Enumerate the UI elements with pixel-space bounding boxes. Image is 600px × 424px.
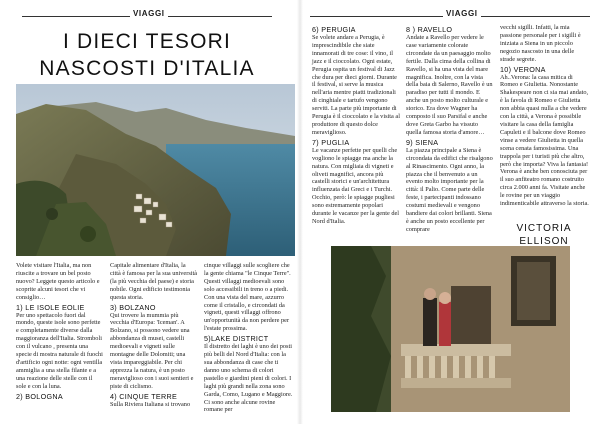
amalfi-coast-photo — [16, 84, 295, 256]
title-line-2: NASCOSTI D'ITALIA — [39, 57, 255, 80]
juliet-balcony-photo — [331, 246, 570, 412]
heading-perugia: 6) PERUGIA — [312, 25, 356, 34]
amalfi-coast-illustration — [16, 84, 295, 256]
intro-paragraph: Volete visitare l'Italia, ma non riuscite a trovare un bel posto nuovo? Leggete questo articolo e scoprite alcuni tesori che vi consiglio… — [16, 262, 100, 301]
paragraph-bologna: Capitale alimentare d'Italia, la città è famosa per la sua università (la più vecchia del paese) e storia nobile. Ogni edificio testimonia questa storia. — [110, 262, 198, 301]
paragraph-verona: Ah..Verona: la casa mitica di Romeo e Giulietta. Nonostante Shakespeare non ci sia mai andato, è la favola di Romeo e Giulietta non abbia quasi nulla a che vedere con la città, a Verona è possibile visitare la casa della famiglia Capuleti e il balcone dove Romeo vinse a vedere Giulietta in quella scena cenata famosissima. Una trappola per i turisti più che altro, però che importa? Viva la fantasia! Verona è anche ben conosciuta per il suo anfiteatro romano costruito circa 2.000 anni fa. Visitate anche le rovine per un viaggio indimenticabile attraverso la storia. — [500, 73, 589, 208]
author-byline — [498, 222, 590, 248]
paragraph-cinque-terre-end: cinque villaggi sulle scogliere che la gente chiama "le Cinque Terre". Questi villaggi medioevali sono solo accessibili in treno o a piedi. Con una vista del mare, azzurro come il cristallo, e circondati da vigneti, questi villaggi offrono un'opportunità da non perdere per l'estate prossima. — [204, 262, 291, 333]
text-column-4 — [312, 24, 402, 226]
title-line-1: I DIECI TESORI — [62, 30, 232, 53]
text-column-2 — [110, 262, 198, 409]
paragraph-siena: La piazza principale a Siena è circondata da edifici che risalgono al Rinascimento. Ogni anno, la piazza che il benvenuto a un evento molto importante per la città: il Palio. Come parte delle feste, i partecipanti indossano costumi medievali e vengono bandiere dai colori brillanti. Siena è anche un posto eccellente per comprare — [406, 146, 493, 233]
paragraph-lake-district: Il distretto dei laghi è uno dei posti più belli del Nord d'Italia: con la sua abbondanza di case che ti danno uno schema di colori pastello e giardini pieni di colori. I laghi più grandi nella zona sono Garda, Como, Lugano e Maggiore. Ci sono anche alcune rovine romane per — [204, 343, 293, 414]
paragraph-puglia: Le vacanze perfette per quelli che vogliono le spiagge ma anche la natura. Con migliaia di vigneti e oliveti magnifici, ancora più castelli storici e un'architettura influenzata dai Greci e i Turchi. Occhio, però: le spiagge pugliesi sono estremamente popolari durante le vacanze per la gente del Nord d'Italia. — [312, 146, 400, 225]
verona-balcony-illustration — [331, 246, 570, 412]
right-header — [310, 8, 590, 22]
paragraph-bolzano: Qui trovere la mummia più vecchia d'Europa: 'Iceman'. A Bolzano, si possono vedere una abbondanza di musei, castelli medioevali e vigneti sulle montagne delle Dolomiti; una vista impareggiabile. Per chi apprezza la natura, è un posto meraviglioso con i suoi sentieri e piste di ciclismo. — [110, 311, 194, 390]
page-gutter — [297, 0, 303, 424]
heading-puglia: 7) PUGLIA — [312, 137, 350, 147]
text-column-3 — [204, 262, 294, 414]
author-last-name: ELLISON — [519, 236, 569, 247]
paragraph-ravello: Andate a Ravello per vedere le case variamente colorate circondate da un paesaggio molto fertile. Dalla cima della collina di Ravello, si ha una vista del mare magnifica. Inoltre, con la vista della baia di Salerno, Ravello è un paradiso per tutti il mondo. E anche un posto molto culturale e storico. Era dove Wagner ha composto il suo Parsifal e anche dove Greta Garbo ha vissuto quella famosa storia d'amore… — [406, 34, 493, 136]
text-column-6 — [500, 24, 590, 208]
heading-bologna: 2) BOLOGNA — [16, 391, 63, 401]
heading-siena: 9) SIENA — [406, 137, 439, 147]
heading-ravello: 8 ) RAVELLO — [406, 25, 453, 34]
paragraph-siena-end: vecchi sigilli. Infatti, la mia passione personale per i sigilli è iniziata a Siena in un piccolo negozio nascosto in una delle strade segrete. — [500, 24, 581, 63]
heading-verona: 10) VERONA — [500, 64, 546, 74]
article-title — [22, 28, 272, 82]
left-header-label: VIAGGI — [130, 9, 168, 18]
text-column-1 — [16, 262, 104, 401]
heading-cinque-terre: 4) CINQUE TERRE — [110, 391, 178, 401]
left-header — [22, 8, 272, 22]
author-first-name: VICTORIA — [516, 223, 572, 234]
heading-lake-district: 5)LAKE DISTRICT — [204, 334, 269, 344]
paragraph-cinque-terre-start: Sulla Riviera Italiana si trovano — [110, 400, 191, 408]
paragraph-perugia: Se volete andare a Perugia, è imprescindibile che siate innamorati di tre cose: il vino, il jazz e il cioccolato. Ogni estate, Perugia ospita un festival di Jazz che dura per dieci giorni. Durante il festival, si serve la musica nell'aria mentre piatti tradizionali di cinghiale e tartufo vengono serviti. La parte più importante di Perugia è il cioccolato e la visita al produttore di questo dolce meraviglioso. — [312, 34, 400, 136]
heading-bolzano: 3) BOLZANO — [110, 302, 156, 312]
right-header-label: VIAGGI — [443, 9, 481, 18]
text-column-5 — [406, 24, 494, 234]
paragraph-isole-eolie: Per uno spettacolo fuori dal mondo, queste isole sono perfette e completamente diverse dalla maggioranza dell'Italia. Stromboli con il vulcano , presenta una specie di mostra naturale di fuochi d'artificio ogni notte: ogni ventilla ammiglia a una stella filante e a una reazione delle stelle con il sole e con la luna. — [16, 311, 103, 390]
heading-isole-eolie: 1) LE ISOLE EOLIE — [16, 302, 85, 312]
